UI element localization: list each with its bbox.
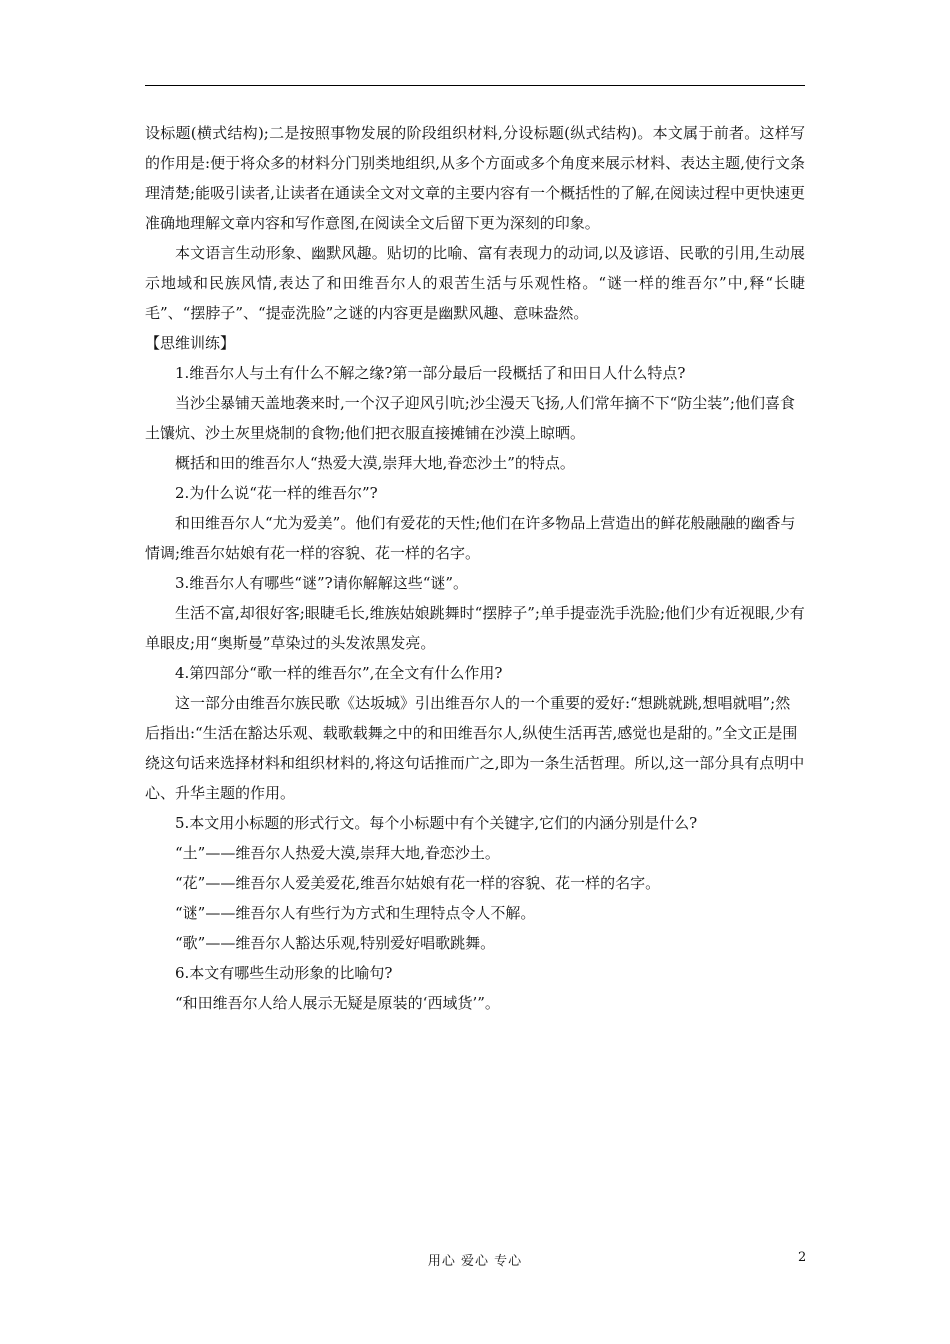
document-body <box>145 118 805 1018</box>
question-4: 4.第四部分“歌一样的维吾尔”,在全文有什么作用? <box>175 664 503 682</box>
keyword-mi: “谜”——维吾尔人有些行为方式和生理特点令人不解。 <box>175 904 536 922</box>
answer-2: 和田维吾尔人“尤为爱美”。他们有爱花的天性;他们在许多物品上营造出的鲜花般融融的幽香与情调;维吾尔姑娘有花一样的容貌、花一样的名字。 <box>145 514 796 562</box>
language-paragraph: 本文语言生动形象、幽默风趣。贴切的比喻、富有表现力的动词,以及谚语、民歌的引用,生动展示地域和民族风情,表达了和田维吾尔人的艰苦生活与乐观性格。“谜一样的维吾尔”中,释“长睫毛”、“摆脖子”、“提壶洗脸”之谜的内容更是幽默风趣、意味盎然。 <box>145 244 805 322</box>
page-number: 2 <box>798 1250 807 1265</box>
keyword-hua: “花”——维吾尔人爱美爱花,维吾尔姑娘有花一样的容貌、花一样的名字。 <box>175 874 661 892</box>
question-2: 2.为什么说“花一样的维吾尔”? <box>175 484 378 502</box>
header-rule <box>145 85 805 86</box>
section-heading: 【思维训练】 <box>145 334 236 352</box>
footer-slogan: 用心 爱心 专心 <box>427 1254 523 1269</box>
answer-3: 生活不富,却很好客;眼睫毛长,维族姑娘跳舞时“摆脖子”;单手提壶洗手洗脸;他们少有近视眼,少有单眼皮;用“奥斯曼”草染过的头发浓黑发亮。 <box>145 604 805 652</box>
question-3: 3.维吾尔人有哪些“谜”?请你解解这些“谜”。 <box>175 574 469 592</box>
answer-4: 这一部分由维吾尔族民歌《达坂城》引出维吾尔人的一个重要的爱好:“想跳就跳,想唱就唱”;然后指出:“生活在豁达乐观、载歌载舞之中的和田维吾尔人,纵使生活再苦,感觉也是甜的。”全文正是围绕这句话来选择材料和组织材料的,将这句话推而广之,即为一条生活哲理。所以,这一部分具有点明中心、升华主题的作用。 <box>145 694 805 802</box>
question-5: 5.本文用小标题的形式行文。每个小标题中有个关键字,它们的内涵分别是什么? <box>175 814 698 832</box>
answer-1-part-2: 概括和田的维吾尔人“热爱大漠,崇拜大地,眷恋沙土”的特点。 <box>175 454 575 472</box>
answer-6: “和田维吾尔人给人展示无疑是原装的‘西域货’”。 <box>175 994 500 1012</box>
keyword-ge: “歌”——维吾尔人豁达乐观,特别爱好唱歌跳舞。 <box>175 934 496 952</box>
question-1: 1.维吾尔人与土有什么不解之缘?第一部分最后一段概括了和田日人什么特点? <box>175 364 686 382</box>
answer-1-part-1: 当沙尘暴铺天盖地袭来时,一个汉子迎风引吭;沙尘漫天飞扬,人们常年摘不下“防尘装”;他们喜食土馕炕、沙土灰里烧制的食物;他们把衣服直接摊铺在沙漠上晾晒。 <box>145 394 795 442</box>
keyword-tu: “土”——维吾尔人热爱大漠,崇拜大地,眷恋沙土。 <box>175 844 500 862</box>
intro-paragraph: 设标题(横式结构);二是按照事物发展的阶段组织材料,分设标题(纵式结构)。本文属于前者。这样写的作用是:便于将众多的材料分门别类地组织,从多个方面或多个角度来展示材料、表达主题,使行文条理清楚;能吸引读者,让读者在通读全文对文章的主要内容有一个概括性的了解,在阅读过程中更快速更准确地理解文章内容和写作意图,在阅读全文后留下更为深刻的印象。 <box>145 124 805 232</box>
question-6: 6.本文有哪些生动形象的比喻句? <box>175 964 393 982</box>
